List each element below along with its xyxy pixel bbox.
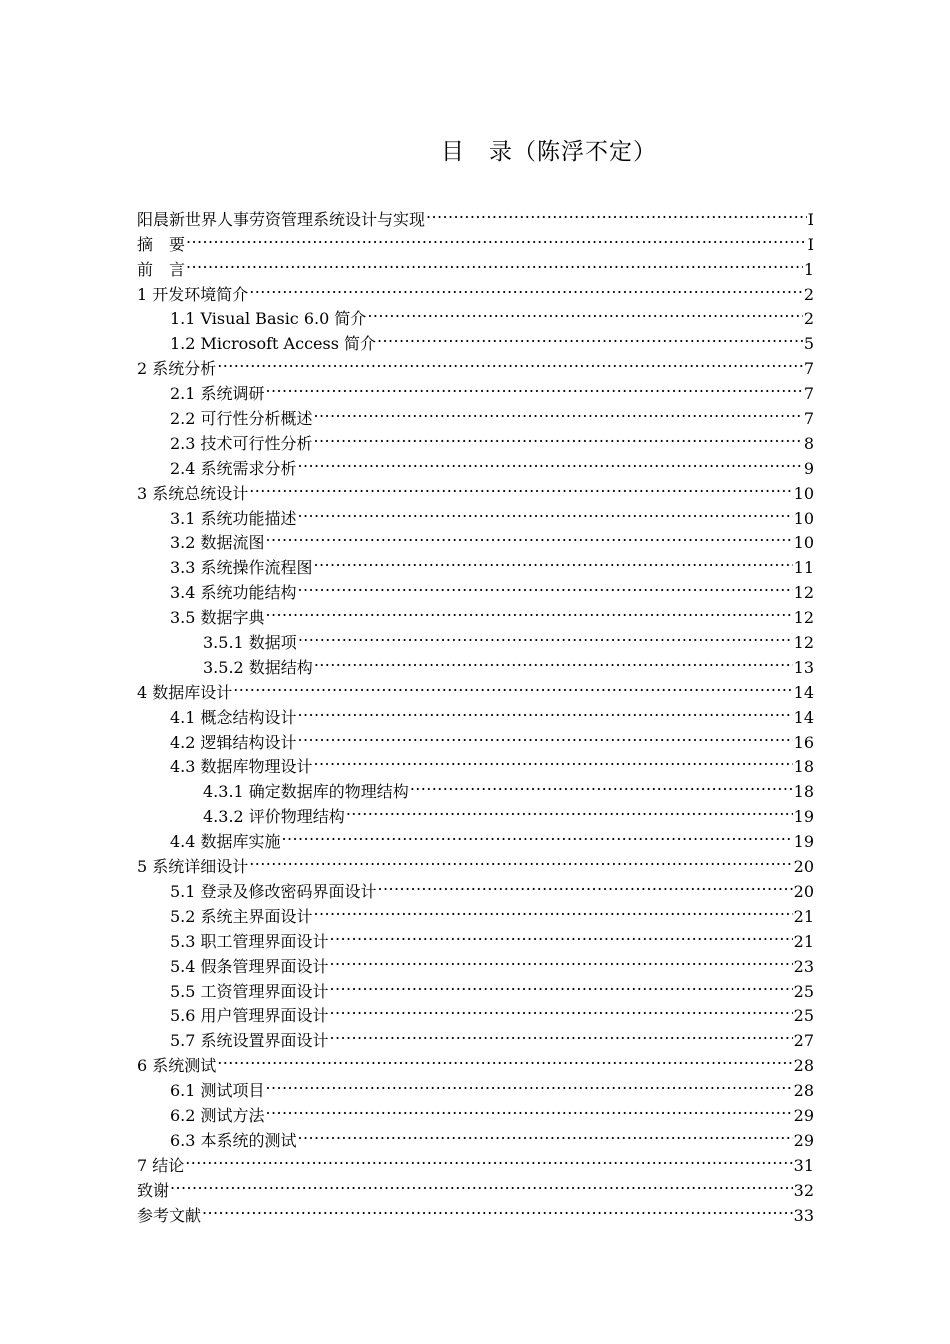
toc-entry[interactable] [137, 225, 814, 254]
toc-dot-leader [367, 300, 802, 325]
toc-dot-leader [266, 524, 793, 549]
toc-entry-page-number: 31 [793, 1155, 814, 1175]
toc-entry[interactable] [137, 1146, 814, 1175]
toc-entry[interactable] [137, 1071, 814, 1101]
toc-entry-page-number: 12 [793, 633, 814, 653]
toc-entry-title: 4.1 概念结构设计 [170, 707, 297, 727]
toc-dot-leader [298, 573, 793, 598]
toc-dot-leader [314, 399, 803, 424]
toc-entry-title: 3.5.2 数据结构 [203, 657, 313, 677]
toc-dot-leader [330, 997, 793, 1022]
toc-entry-page-number: 18 [793, 782, 814, 802]
toc-dot-leader [314, 897, 793, 922]
toc-dot-leader [266, 598, 793, 623]
toc-dot-leader [298, 1121, 793, 1146]
toc-entry-title: 3 系统总统设计 [137, 483, 249, 503]
toc-entry-title: 3.1 系统功能描述 [170, 508, 297, 528]
toc-dot-leader [249, 847, 792, 872]
toc-entry-title: 3.5 数据字典 [170, 608, 265, 628]
toc-entry-page-number: 25 [793, 981, 814, 1001]
toc-entry-title: 5 系统详细设计 [137, 857, 249, 877]
toc-entry[interactable] [137, 698, 814, 727]
toc-entry-title: 致谢 [137, 1180, 170, 1200]
toc-entry-page-number: 21 [793, 906, 814, 926]
toc-entry-page-number: 5 [803, 334, 814, 354]
toc-entry-title: 1.2 Microsoft Access 简介 [170, 334, 377, 354]
toc-entry-page-number: 11 [793, 558, 814, 578]
toc-entry-title: 2.3 技术可行性分析 [170, 433, 313, 453]
toc-entry-title: 4 数据库设计 [137, 682, 233, 702]
toc-dot-leader [314, 548, 793, 573]
toc-entry-title: 5.7 系统设置界面设计 [170, 1031, 329, 1051]
toc-entry-title: 3.3 系统操作流程图 [170, 558, 313, 578]
toc-entry-page-number: 32 [793, 1180, 814, 1200]
toc-entry-title: 6.3 本系统的测试 [170, 1130, 297, 1150]
toc-entry-page-number: 18 [793, 757, 814, 777]
toc-dot-leader [330, 947, 793, 972]
toc-entry-title: 5.1 登录及修改密码界面设计 [170, 881, 377, 901]
toc-dot-leader [233, 673, 792, 698]
toc-entry-page-number: 7 [803, 384, 814, 404]
toc-entry-page-number: 20 [793, 881, 814, 901]
toc-dot-leader [426, 200, 807, 225]
toc-entry-title: 摘 要 [137, 234, 186, 254]
toc-entry[interactable] [137, 1046, 814, 1076]
toc-entry[interactable] [137, 1196, 814, 1225]
toc-dot-leader [186, 250, 803, 275]
toc-dot-leader [298, 499, 793, 524]
toc-dot-leader [298, 723, 793, 748]
toc-entry-title: 4.3.2 评价物理结构 [203, 807, 345, 827]
toc-dot-leader [298, 449, 803, 474]
page-title: 目 录（陈浮不定） [441, 139, 657, 165]
toc-dot-leader [170, 1171, 793, 1196]
toc-entry-title: 1 开发环境简介 [137, 284, 249, 304]
toc-entry-title: 1.1 Visual Basic 6.0 简介 [170, 309, 367, 329]
toc-entry-page-number: 29 [793, 1130, 814, 1150]
toc-entry-title: 5.2 系统主界面设计 [170, 906, 313, 926]
toc-dot-leader [314, 648, 793, 673]
toc-dot-leader [186, 225, 807, 250]
toc-entry[interactable] [137, 374, 814, 404]
toc-entry-title: 3.5.1 数据项 [203, 633, 297, 653]
toc-entry-title: 5.3 职工管理界面设计 [170, 931, 329, 951]
toc-entry-page-number: I [807, 209, 814, 229]
toc-dot-leader [298, 623, 793, 648]
toc-entry-page-number: 33 [793, 1205, 814, 1225]
toc-entry-page-number: 28 [793, 1081, 814, 1101]
toc-dot-leader [217, 1046, 792, 1071]
toc-entry-title: 6.2 测试方法 [170, 1105, 265, 1125]
toc-entry-page-number: 25 [793, 1006, 814, 1026]
toc-entry-title: 6.1 测试项目 [170, 1081, 265, 1101]
toc-entry-title: 2.2 可行性分析概述 [170, 409, 313, 429]
toc-entry-page-number: 13 [793, 657, 814, 677]
toc-entry-title: 3.2 数据流图 [170, 533, 265, 553]
toc-entry[interactable] [137, 275, 814, 304]
toc-entry-page-number: 21 [793, 931, 814, 951]
toc-dot-leader [266, 1096, 793, 1121]
toc-entry-title: 前 言 [137, 259, 186, 279]
toc-entry-page-number: 7 [803, 359, 814, 379]
toc-entry-page-number: 2 [803, 309, 814, 329]
toc-dot-leader [377, 324, 803, 349]
toc-dot-leader [249, 474, 792, 499]
toc-entry-page-number: 28 [793, 1056, 814, 1076]
toc-entry-title: 4.3 数据库物理设计 [170, 757, 313, 777]
toc-entry-page-number: 20 [793, 857, 814, 877]
toc-entry-title: 6 系统测试 [137, 1056, 217, 1076]
toc-entry-title: 5.6 用户管理界面设计 [170, 1006, 329, 1026]
toc-entry-title: 4.2 逻辑结构设计 [170, 732, 297, 752]
toc-entry-page-number: 7 [803, 409, 814, 429]
toc-entry-page-number: 29 [793, 1105, 814, 1125]
toc-dot-leader [266, 1071, 793, 1096]
toc-entry-page-number: 10 [793, 483, 814, 503]
toc-entry-title: 2 系统分析 [137, 359, 217, 379]
toc-entry[interactable] [137, 200, 814, 229]
toc-dot-leader [410, 772, 793, 797]
toc-entry-title: 5.4 假条管理界面设计 [170, 956, 329, 976]
toc-entry-page-number: 19 [793, 832, 814, 852]
toc-dot-leader [185, 1146, 792, 1171]
toc-entry-page-number: 10 [793, 533, 814, 553]
toc-entry-page-number: 14 [793, 707, 814, 727]
toc-entry-title: 4.4 数据库实施 [170, 832, 281, 852]
toc-dot-leader [266, 374, 803, 399]
toc-entry-page-number: 14 [793, 682, 814, 702]
toc-entry-page-number: I [807, 234, 814, 254]
toc-dot-leader [330, 922, 793, 947]
toc-entry-page-number: 2 [803, 284, 814, 304]
toc-entry-page-number: 10 [793, 508, 814, 528]
toc-entry-title: 3.4 系统功能结构 [170, 583, 297, 603]
toc-dot-leader [202, 1196, 793, 1221]
toc-entry[interactable] [137, 349, 814, 379]
toc-dot-leader [249, 275, 803, 300]
toc-entry-page-number: 12 [793, 608, 814, 628]
toc-dot-leader [330, 972, 793, 997]
toc-entry[interactable] [137, 673, 814, 702]
toc-entry-page-number: 1 [803, 259, 814, 279]
toc-dot-leader [217, 349, 803, 374]
toc-dot-leader [378, 872, 793, 897]
toc-entry-page-number: 27 [793, 1031, 814, 1051]
toc-entry-title: 7 结论 [137, 1155, 185, 1175]
toc-entry-title: 参考文献 [137, 1205, 202, 1225]
toc-entry-page-number: 19 [793, 807, 814, 827]
toc-entry-page-number: 23 [793, 956, 814, 976]
toc-entry-page-number: 16 [793, 732, 814, 752]
toc-entry-page-number: 12 [793, 583, 814, 603]
toc-dot-leader [282, 822, 793, 847]
toc-entry-title: 2.1 系统调研 [170, 384, 265, 404]
toc-entry-title: 阳晨新世界人事劳资管理系统设计与实现 [137, 209, 426, 229]
toc-entry-page-number: 9 [803, 458, 814, 478]
toc-entry[interactable] [137, 250, 814, 279]
toc-entry[interactable] [137, 1171, 814, 1200]
toc-dot-leader [330, 1021, 793, 1046]
toc-entry-title: 2.4 系统需求分析 [170, 458, 297, 478]
toc-dot-leader [314, 748, 793, 773]
table-of-contents [137, 200, 814, 1225]
toc-dot-leader [298, 698, 793, 723]
toc-dot-leader [346, 797, 793, 822]
toc-entry-title: 5.5 工资管理界面设计 [170, 981, 329, 1001]
toc-entry-title: 4.3.1 确定数据库的物理结构 [203, 782, 409, 802]
toc-entry-page-number: 8 [803, 433, 814, 453]
toc-dot-leader [314, 424, 803, 449]
